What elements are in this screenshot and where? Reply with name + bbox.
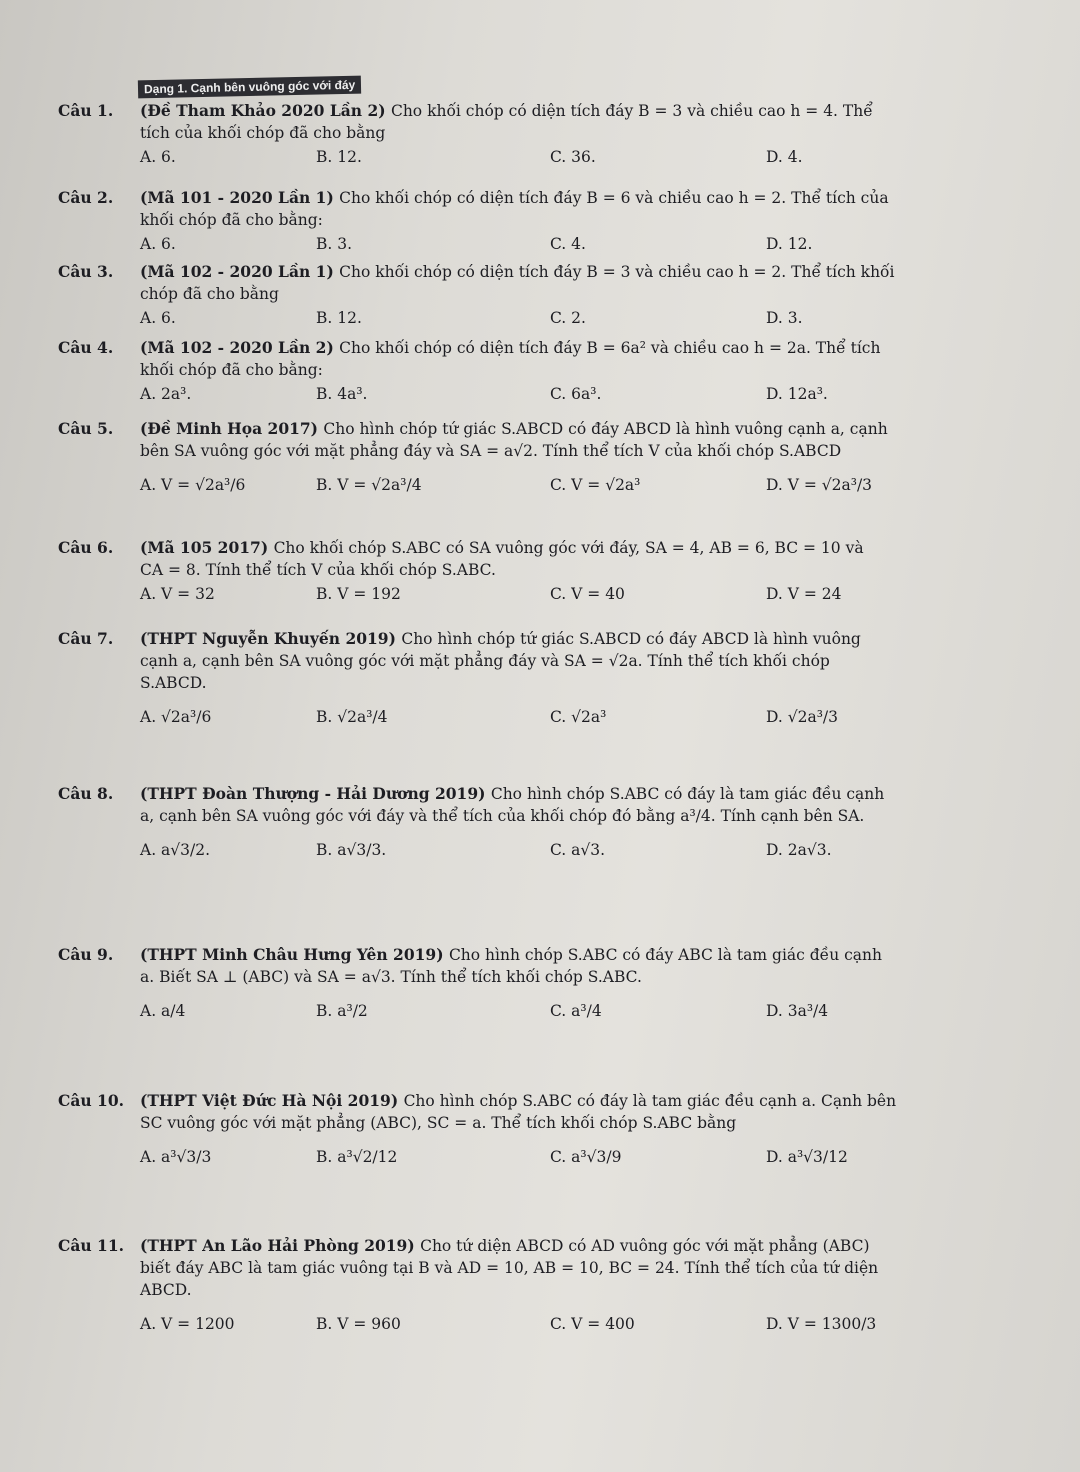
question-text: Cho khối chóp có diện tích đáy B = 3 và chiều cao h = 2. Thể tích khối: [339, 263, 895, 281]
question-text: Cho hình chóp tứ giác S.ABCD có đáy ABCD là hình vuông: [401, 630, 861, 648]
question: [58, 628, 1018, 748]
question-text: Cho khối chóp có diện tích đáy B = 6 và chiều cao h = 2. Thể tích của: [339, 189, 889, 207]
answer-options: [140, 827, 1018, 881]
question-text: Cho hình chóp S.ABC có đáy ABC là tam giác đều cạnh: [448, 946, 883, 964]
question-source: (THPT Nguyễn Khuyến 2019): [140, 629, 402, 648]
answer-options: [140, 231, 1018, 261]
question-number: Câu 9.: [58, 945, 114, 964]
question-number: Câu 8.: [58, 784, 114, 803]
answer-option-b[interactable]: B. V = 192: [316, 585, 401, 603]
answer-option-c[interactable]: C. 2.: [550, 309, 586, 327]
question: [58, 783, 1018, 881]
answer-options: [140, 581, 1018, 611]
question: [58, 537, 1018, 611]
question-source: (Đề Tham Khảo 2020 Lần 2): [140, 101, 391, 120]
question-text-continued: a, cạnh bên SA vuông góc với đáy và thể tích của khối chóp đó bằng a³/4. Tính cạnh bên SA.: [140, 807, 865, 825]
answer-option-d[interactable]: D. 2a√3.: [766, 841, 832, 859]
question-text: Cho hình chóp S.ABC có đáy là tam giác đều cạnh a. Cạnh bên: [403, 1092, 897, 1110]
answer-options: [140, 144, 1018, 174]
question-source: (Mã 102 - 2020 Lần 2): [140, 338, 340, 357]
answer-option-c[interactable]: C. a³/4: [550, 1002, 602, 1020]
question-text-continued: a. Biết SA ⊥ (ABC) và SA = a√3. Tính thể tích khối chóp S.ABC.: [140, 968, 642, 986]
question-text: Cho hình chóp tứ giác S.ABCD có đáy ABCD là hình vuông cạnh a, cạnh: [323, 420, 888, 438]
answer-options: [140, 381, 1018, 411]
question: [58, 418, 1018, 516]
question-heading: [58, 418, 1018, 440]
answer-option-c[interactable]: C. V = √2a³: [550, 476, 641, 494]
answer-option-b[interactable]: B. a³/2: [316, 1002, 368, 1020]
question-source: (THPT An Lão Hải Phòng 2019): [140, 1236, 421, 1255]
answer-option-c[interactable]: C. a³√3/9: [550, 1148, 622, 1166]
answer-option-c[interactable]: C. 6a³.: [550, 385, 602, 403]
question-number: Câu 1.: [58, 101, 114, 120]
question-heading: [58, 261, 1018, 283]
question: [58, 337, 1018, 411]
answer-option-a[interactable]: A. V = 32: [140, 585, 215, 603]
answer-option-a[interactable]: A. 6.: [140, 309, 176, 327]
answer-option-b[interactable]: B. 4a³.: [316, 385, 368, 403]
answer-option-b[interactable]: B. a√3/3.: [316, 841, 387, 859]
question-text-continued: khối chóp đã cho bằng:: [140, 211, 323, 229]
answer-options: [140, 988, 1018, 1042]
answer-option-c[interactable]: C. √2a³: [550, 708, 607, 726]
answer-option-b[interactable]: B. 12.: [316, 309, 362, 327]
question-heading: [58, 944, 1018, 966]
answer-option-c[interactable]: C. 4.: [550, 235, 586, 253]
question-number: Câu 10.: [58, 1091, 125, 1110]
question-source: (Mã 101 - 2020 Lần 1): [140, 188, 340, 207]
question-source: (THPT Minh Châu Hưng Yên 2019): [140, 945, 449, 964]
answer-option-c[interactable]: C. V = 40: [550, 585, 625, 603]
question-number: Câu 11.: [58, 1236, 125, 1255]
question: [58, 944, 1018, 1042]
section-header: Dạng 1. Cạnh bên vuông góc với đáy: [138, 76, 362, 99]
answer-options: [140, 1134, 1018, 1188]
answer-option-d[interactable]: D. 4.: [766, 148, 803, 166]
question-number: Câu 4.: [58, 338, 114, 357]
question-source: (THPT Đoàn Thượng - Hải Dương 2019): [140, 784, 491, 803]
answer-option-d[interactable]: D. V = 1300/3: [766, 1315, 877, 1333]
question: [58, 261, 1018, 335]
answer-option-a[interactable]: A. 6.: [140, 148, 176, 166]
question-source: (Đề Minh Họa 2017): [140, 419, 324, 438]
question-text-continued: khối chóp đã cho bằng:: [140, 361, 323, 379]
question-heading: [58, 100, 1018, 122]
answer-option-a[interactable]: A. 2a³.: [140, 385, 192, 403]
answer-option-c[interactable]: C. a√3.: [550, 841, 606, 859]
answer-option-a[interactable]: A. a³√3/3: [140, 1148, 212, 1166]
question-source: (Mã 105 2017): [140, 538, 274, 557]
answer-option-a[interactable]: A. V = √2a³/6: [140, 476, 246, 494]
question-text-continued: chóp đã cho bằng: [140, 285, 279, 303]
question-text-continued: bên SA vuông góc với mặt phẳng đáy và SA = a√2. Tính thể tích V của khối chóp S.ABCD: [140, 442, 842, 460]
answer-option-b[interactable]: B. V = 960: [316, 1315, 401, 1333]
question-heading: [58, 783, 1018, 805]
answer-option-d[interactable]: D. V = √2a³/3: [766, 476, 873, 494]
question-heading: [58, 1235, 1018, 1257]
answer-option-b[interactable]: B. 12.: [316, 148, 362, 166]
question: [58, 1090, 1018, 1188]
answer-option-a[interactable]: A. V = 1200: [140, 1315, 235, 1333]
question: [58, 100, 1018, 174]
answer-option-d[interactable]: D. √2a³/3: [766, 708, 839, 726]
question-number: Câu 7.: [58, 629, 114, 648]
answer-option-a[interactable]: A. a√3/2.: [140, 841, 211, 859]
question-text-continued: CA = 8. Tính thể tích V của khối chóp S.ABC.: [140, 561, 496, 579]
question-text: Cho khối chóp có diện tích đáy B = 3 và chiều cao h = 4. Thể: [390, 102, 873, 120]
question-heading: [58, 537, 1018, 559]
question-text: Cho khối chóp có diện tích đáy B = 6a² và chiều cao h = 2a. Thể tích: [339, 339, 881, 357]
question: [58, 187, 1018, 261]
answer-option-a[interactable]: A. a/4: [140, 1002, 186, 1020]
answer-option-d[interactable]: D. 12a³.: [766, 385, 828, 403]
question-source: (Mã 102 - 2020 Lần 1): [140, 262, 340, 281]
question-number: Câu 2.: [58, 188, 114, 207]
answer-option-b[interactable]: B. √2a³/4: [316, 708, 388, 726]
question-text-continued: tích của khối chóp đã cho bằng: [140, 124, 386, 142]
question-text: Cho hình chóp S.ABC có đáy là tam giác đều cạnh: [490, 785, 885, 803]
question-text-continued: biết đáy ABC là tam giác vuông tại B và AD = 10, AB = 10, BC = 24. Tính thể tích của tứ diện: [140, 1259, 879, 1277]
answer-option-c[interactable]: C. V = 400: [550, 1315, 635, 1333]
question: [58, 1235, 1018, 1355]
question-text-continued: cạnh a, cạnh bên SA vuông góc với mặt phẳng đáy và SA = √2a. Tính thể tích khối chóp: [140, 652, 830, 670]
answer-option-d[interactable]: D. 3.: [766, 309, 803, 327]
question-text-continued: ABCD.: [140, 1281, 192, 1299]
answer-option-d[interactable]: D. 12.: [766, 235, 813, 253]
question-heading: [58, 628, 1018, 650]
question-source: (THPT Việt Đức Hà Nội 2019): [140, 1091, 404, 1110]
question-heading: [58, 1090, 1018, 1112]
question-text-continued: SC vuông góc với mặt phẳng (ABC), SC = a. Thể tích khối chóp S.ABC bằng: [140, 1114, 737, 1132]
answer-option-b[interactable]: B. 3.: [316, 235, 353, 253]
question-heading: [58, 187, 1018, 209]
answer-options: [140, 305, 1018, 335]
answer-option-b[interactable]: B. a³√2/12: [316, 1148, 398, 1166]
answer-option-d[interactable]: D. 3a³/4: [766, 1002, 829, 1020]
question-text-continued: S.ABCD.: [140, 674, 207, 692]
answer-options: [140, 462, 1018, 516]
answer-options: [140, 1301, 1018, 1355]
question-text: Cho tứ diện ABCD có AD vuông góc với mặt phẳng (ABC): [420, 1237, 870, 1255]
question-heading: [58, 337, 1018, 359]
question-number: Câu 3.: [58, 262, 114, 281]
answer-option-a[interactable]: A. √2a³/6: [140, 708, 212, 726]
question-text: Cho khối chóp S.ABC có SA vuông góc với đáy, SA = 4, AB = 6, BC = 10 và: [273, 539, 864, 557]
answer-option-b[interactable]: B. V = √2a³/4: [316, 476, 422, 494]
answer-options: [140, 694, 1018, 748]
answer-option-d[interactable]: D. a³√3/12: [766, 1148, 848, 1166]
answer-option-d[interactable]: D. V = 24: [766, 585, 842, 603]
question-number: Câu 6.: [58, 538, 114, 557]
answer-option-c[interactable]: C. 36.: [550, 148, 596, 166]
answer-option-a[interactable]: A. 6.: [140, 235, 176, 253]
question-number: Câu 5.: [58, 419, 114, 438]
